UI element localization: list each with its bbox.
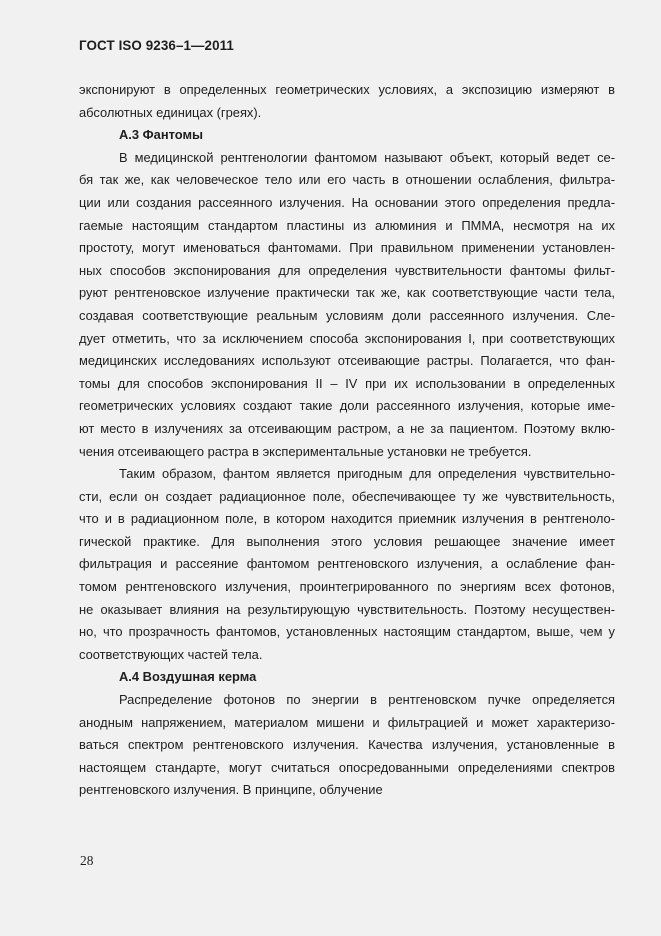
- text-line: Таким образом, фантом является пригодным для определения чувствительно-: [119, 466, 615, 482]
- text-line: ют место в излучениях за отсеивающим растром, а не за пациентом. Поэтому вклю-: [79, 420, 615, 436]
- body-text: [79, 79, 615, 802]
- text-line: Распределение фотонов по энергии в рентгеновском пучке определяется: [119, 692, 615, 708]
- text-line: гической практике. Для выполнения этого условия решающее значение имеет: [79, 533, 615, 549]
- text-line: простоту, могут именоваться фантомами. При правильном применении установлен-: [79, 240, 615, 256]
- text-line: создавая соответствующие реальным условиям доли рассеянного излучения. Сле-: [79, 307, 615, 323]
- text-line: ных способов экспонирования для определения чувствительности фантомы фильт-: [79, 262, 615, 278]
- text-line: ваться спектром рентгеновского излучения. Качества излучения, установленные в: [79, 737, 615, 753]
- text-line: абсолютных единицах (греях).: [79, 104, 262, 120]
- text-line: экспонируют в определенных геометрических условиях, а экспозицию измеряют в: [79, 82, 615, 97]
- section-heading: А.4 Воздушная керма: [119, 669, 257, 685]
- text-line: дует отметить, что за исключением способа экспонирования I, при соответствующих: [79, 330, 615, 346]
- text-line: что и в радиационном поле, в котором находится приемник излучения в рентгеноло-: [79, 511, 615, 527]
- text-line: рентгеновского излучения. В принципе, облучение: [79, 782, 383, 798]
- text-line: руют рентгеновское излучение практически так же, как соответствующие части тела,: [79, 285, 615, 301]
- text-line: геометрических условиях создают такие доли рассеянного излучения, которые име-: [79, 398, 615, 414]
- page-header-standard-id: ГОСТ ISO 9236–1—2011: [79, 38, 234, 53]
- text-line: В медицинской рентгенологии фантомом называют объект, который ведет се-: [119, 149, 615, 165]
- text-line: гаемые настоящим стандартом пластины из алюминия и ПММА, несмотря на их: [79, 217, 615, 233]
- text-line: сти, если он создает радиационное поле, обеспечивающее ту же чувствительность,: [79, 488, 615, 504]
- text-line: фильтрация и рассеяние фантомом рентгеновского излучения, а ослабление фан-: [79, 556, 615, 572]
- text-line: но, что прозрачность фантомов, установленных настоящим стандартом, выше, чем у: [79, 624, 615, 640]
- text-line: не оказывает влияния на результирующую чувствительность. Поэтому несуществен-: [79, 601, 615, 617]
- section-heading: А.3 Фантомы: [119, 127, 203, 143]
- text-line: ции или создания рассеянного излучения. На основании этого определения предла-: [79, 194, 615, 210]
- text-line: настоящем стандарте, могут считаться опосредованными определениями спектров: [79, 759, 615, 775]
- text-line: анодным напряжением, материалом мишени и фильтрацией и может характеризо-: [79, 714, 615, 730]
- text-line: томом рентгеновского излучения, проинтегрированного по энергиям всех фотонов,: [79, 579, 615, 595]
- text-line: чения отсеивающего растра в экспериментальные установки не требуется.: [79, 443, 532, 459]
- text-line: соответствующих частей тела.: [79, 646, 263, 662]
- text-line: медицинских исследованиях используют отсеивающие растры. Полагается, что фан-: [79, 353, 615, 369]
- text-line: бя так же, как человеческое тело или его часть в отношении ослабления, фильтра-: [79, 172, 615, 188]
- page-number: 28: [80, 853, 94, 868]
- text-line: томы для способов экспонирования II – IV при их использовании в определенных: [79, 375, 615, 391]
